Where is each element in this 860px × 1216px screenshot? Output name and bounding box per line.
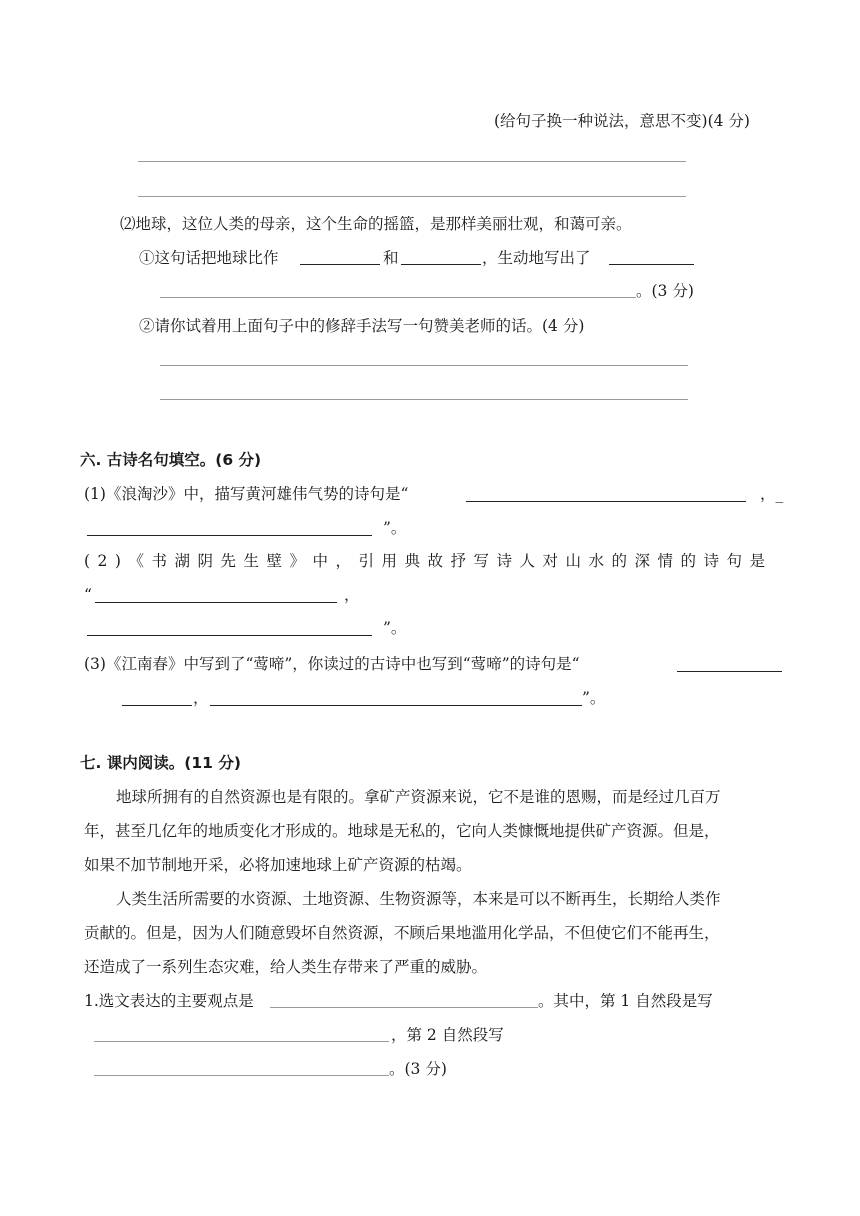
blank-poem-2b[interactable]	[87, 635, 372, 636]
blank-metaphor-2[interactable]	[401, 264, 481, 265]
q6-item3-prompt: (3)《江南春》中写到了“莺啼”，你读过的古诗中也写到“莺啼”的诗句是“	[84, 655, 580, 673]
q6-item1-comma: ，_	[760, 485, 784, 503]
rewrite-note: (给句子换一种说法，意思不变)(4 分)	[494, 112, 750, 130]
reading-para2-line3: 还造成了一系列生态灾难，给人类生存带来了严重的威胁。	[84, 958, 488, 976]
q7-item1-score: 。(3 分)	[389, 1060, 447, 1078]
blank-poem-1a[interactable]	[466, 501, 746, 502]
blank-metaphor-1[interactable]	[300, 264, 380, 265]
blank-para2[interactable]	[94, 1075, 389, 1076]
q5-item2-sentence: ⑵地球，这位人类的母亲，这个生命的摇篮，是那样美丽壮观，和蔼可亲。	[120, 215, 632, 233]
blank-poem-3a[interactable]	[677, 671, 782, 672]
answer-line[interactable]	[160, 365, 688, 366]
q6-item2-end: ”。	[383, 619, 407, 637]
reading-para1-line3: 如果不加节制地开采，必将加速地球上矿产资源的枯竭。	[84, 856, 472, 874]
blank-poem-1b[interactable]	[87, 535, 372, 536]
reading-para2-line2: 贡献的。但是，因为人们随意毁坏自然资源，不顾后果地滥用化学品，不但使它们不能再生，	[84, 924, 720, 942]
answer-line[interactable]	[138, 161, 686, 162]
blank-poem-3b[interactable]	[122, 705, 192, 706]
q6-item1-prompt: (1)《浪淘沙》中，描写黄河雄伟气势的诗句是“	[84, 485, 409, 503]
blank-effect-b[interactable]	[160, 297, 636, 298]
answer-line[interactable]	[138, 196, 686, 197]
q5-sub1-effect: ，生动地写出了	[482, 249, 591, 267]
blank-para1[interactable]	[94, 1041, 389, 1042]
section7-heading: 七. 课内阅读。(11 分)	[80, 754, 241, 772]
reading-para1-line1: 地球所拥有的自然资源也是有限的。拿矿产资源来说，它不是谁的恩赐，而是经过几百万	[116, 788, 721, 806]
answer-line[interactable]	[160, 399, 688, 400]
q7-item1-para1: 。其中，第 1 自然段是写	[538, 992, 713, 1010]
blank-poem-3c[interactable]	[210, 705, 582, 706]
blank-poem-2a[interactable]	[95, 602, 337, 603]
q7-item1-para2: ，第 2 自然段写	[391, 1026, 504, 1044]
q6-item2-open: “	[84, 586, 92, 604]
blank-main-idea[interactable]	[270, 1007, 538, 1008]
q6-item3-comma: ，	[193, 689, 209, 707]
reading-para1-line2: 年，甚至几亿年的地质变化才形成的。地球是无私的，它向人类慷慨地提供矿产资源。但是，	[84, 822, 720, 840]
blank-effect-a[interactable]	[609, 264, 694, 265]
section6-heading: 六. 古诗名句填空。(6 分)	[80, 451, 262, 469]
q5-sub1-prompt: ①这句话把地球比作	[139, 249, 279, 267]
reading-para2-line1: 人类生活所需要的水资源、土地资源、生物资源等，本来是可以不断再生，长期给人类作	[116, 890, 721, 908]
q6-item1-end: ”。	[383, 519, 407, 537]
q6-item2-prompt: (2)《书湖阴先生壁》中，引用典故抒写诗人对山水的深情的诗句是	[84, 552, 773, 570]
q6-item3-end: ”。	[582, 689, 606, 707]
q5-sub2-prompt: ②请你试着用上面句子中的修辞手法写一句赞美老师的话。(4 分)	[139, 317, 585, 335]
q5-sub1-score: 。(3 分)	[636, 282, 694, 300]
q6-item2-comma: ，	[344, 586, 360, 604]
q5-sub1-and: 和	[383, 249, 399, 267]
q7-item1-prompt: 1.选文表达的主要观点是	[84, 992, 254, 1010]
